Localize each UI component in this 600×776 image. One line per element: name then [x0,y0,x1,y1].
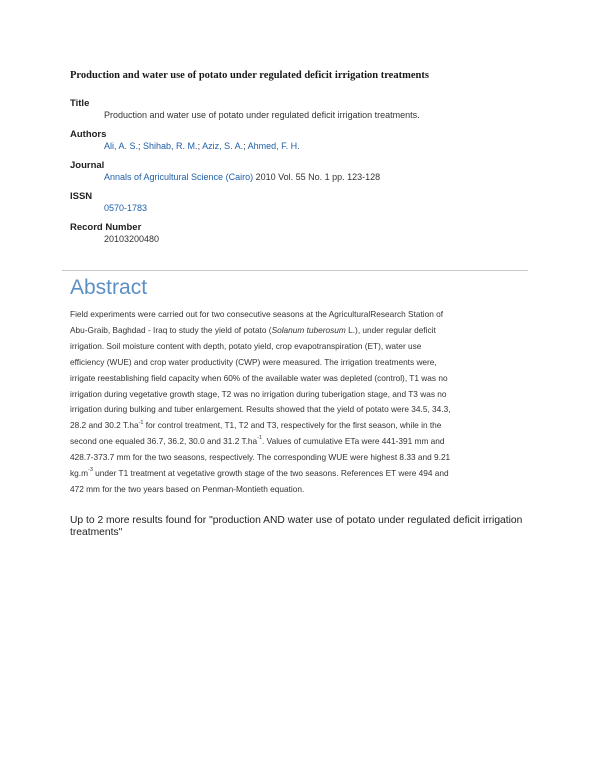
author-link-ali[interactable]: Ali, A. S. [104,141,139,151]
author-separator: ; [138,141,144,151]
more-results-notice: Up to 2 more results found for "production AND water use of potato under regulated deficit irrigation treatments" [70,515,523,538]
journal-details: 2010 Vol. 55 No. 1 pp. 123-128 [253,172,381,182]
abstract-line: irrigation during bulking and tuber enlargement. Results showed that the yield of potato were 34.5, 34.3, [70,404,451,415]
abstract-line: $kg.m^{-3}$ under T1 treatment at vegetative growth stage of the two seasons. References ET were 494 and [70,467,449,479]
document-heading: Production and water use of potato under regulated deficit irrigation treatments [70,70,429,81]
issn-label: ISSN [70,191,93,202]
title-label: Title [70,98,90,109]
abstract-heading: Abstract [70,276,148,299]
abstract-line: second one equaled 36.7, 36.2, 30.0 and 31.2 $T.ha^{-1}$. Values of cumulative ETa were 441-391 mm and [70,435,445,447]
author-separator: ; [243,141,248,151]
issn-value [104,203,147,213]
abstract-line: irrigation. Soil moisture content with depth, potato yield, crop evapotranspiration (ET), water use [70,340,422,351]
record-number-label: Record Number [70,222,142,233]
abstract-text [70,307,530,498]
abstract-line: irrigate reestablishing field capacity when 60% of the available water was depleted (control), T1 was no [70,372,448,383]
author-link-shihab[interactable]: Shihab, R. M. [143,141,198,151]
title-value: Production and water use of potato under regulated deficit irrigation treatments. [104,110,420,120]
author-link-ahmed[interactable]: Ahmed, F. H. [247,141,300,151]
authors-label: Authors [70,129,107,140]
issn-link[interactable]: 0570-1783 [104,203,148,213]
journal-link[interactable]: Annals of Agricultural Science (Cairo) [104,172,254,182]
author-link-aziz[interactable]: Aziz, S. A. [202,141,244,151]
author-separator: ; [197,141,203,151]
abstract-line: Field experiments were carried out for two consecutive seasons at the AgriculturalResearch Station of [70,309,444,319]
journal-value [104,172,380,182]
section-divider [62,270,528,271]
journal-label: Journal [70,160,105,171]
authors-list [104,141,300,151]
record-number-value: 20103200480 [104,234,160,244]
abstract-line: efficiency (WUE) and crop water productivity (CWP) were measured. The irrigation treatments were, [70,356,437,367]
abstract-line: 28.2 and 30.2 $T.ha^{-1}$ for control treatment, T1, T2 and T3, respectively for the first season, while in the [70,419,442,431]
abstract-line: 472 mm for the two years based on Penman-Montieth equation. [70,483,305,494]
abstract-line: Abu-Graib, Baghdad - Iraq to study the yield of potato (Solanum tuberosum L.), under regular deficit [70,324,436,335]
abstract-line: irrigation during vegetative growth stage, T2 was no irrigation during tuberigation stage, and T3 was no [70,388,447,399]
abstract-line: 428.7-373.7 mm for the two seasons, respectively. The corresponding WUE were highest 8.33 and 9.21 [70,452,451,463]
species-name: Solanum tuberosum [271,324,346,335]
